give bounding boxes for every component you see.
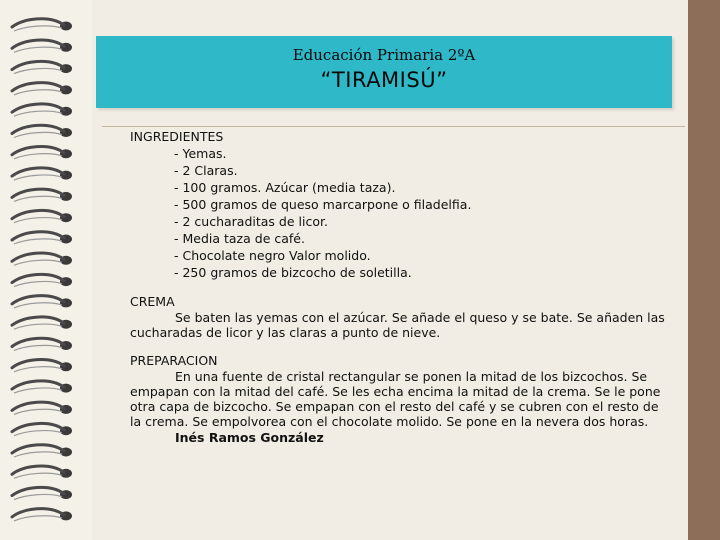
- ring-icon: [12, 338, 72, 350]
- crema-title: CREMA: [130, 294, 175, 309]
- ring-icon: [12, 360, 72, 372]
- list-item: - Chocolate negro Valor molido.: [174, 248, 371, 263]
- crema-text: Se baten las yemas con el azúcar. Se añade el queso y se bate. Se añaden las cucharadas de licor y las claras a punto de nieve.: [130, 310, 665, 340]
- list-item: - 2 cucharaditas de licor.: [174, 214, 328, 229]
- spiral-binding: [0, 0, 92, 540]
- page-title: “TIRAMISÚ”: [320, 68, 448, 92]
- divider: [102, 126, 685, 127]
- header-subtitle: Educación Primaria 2ºA: [292, 46, 476, 64]
- ring-icon: [12, 296, 72, 308]
- ring-icon: [12, 253, 72, 265]
- ring-icon: [12, 487, 72, 499]
- list-item: - 100 gramos. Azúcar (media taza).: [174, 180, 396, 195]
- ring-icon: [12, 210, 72, 222]
- ring-icon: [12, 381, 72, 393]
- ring-icon: [12, 104, 72, 116]
- ring-icon: [12, 509, 72, 521]
- header-banner: [96, 36, 672, 108]
- ring-icon: [12, 83, 72, 95]
- ring-icon: [12, 445, 72, 457]
- ring-icon: [12, 19, 72, 31]
- ingredients-title: INGREDIENTES: [130, 129, 224, 144]
- ring-icon: [12, 189, 72, 201]
- ring-icon: [12, 466, 72, 478]
- preparacion-title: PREPARACION: [130, 353, 218, 368]
- ring-icon: [12, 317, 72, 329]
- recipe-body: [130, 128, 670, 446]
- author-name: Inés Ramos González: [175, 430, 324, 445]
- ring-icon: [12, 274, 72, 286]
- ring-icon: [12, 423, 72, 435]
- list-item: - 2 Claras.: [174, 163, 238, 178]
- ingredients-list: [130, 145, 670, 281]
- ring-icon: [12, 40, 72, 52]
- ring-icon: [12, 147, 72, 159]
- ring-icon: [12, 61, 72, 73]
- preparacion-text: En una fuente de cristal rectangular se ponen la mitad de los bizcochos. Se empapan con la mitad del café. Se les echa encima la mitad de la crema. Se le pone otra capa de bizcocho. Se empapan con el resto del café y se cubren con el resto de la crema. Se empolvorea con el chocolate molido. Se pone en la nevera dos horas.: [130, 369, 661, 429]
- list-item: - 250 gramos de bizcocho de soletilla.: [174, 265, 412, 280]
- spiral-rings-icon: [0, 0, 92, 540]
- ring-icon: [12, 125, 72, 137]
- list-item: - 500 gramos de queso marcarpone o filadelfia.: [174, 197, 472, 212]
- list-item: - Media taza de café.: [174, 231, 305, 246]
- list-item: - Yemas.: [174, 146, 227, 161]
- ring-icon: [12, 168, 72, 180]
- ring-icon: [12, 232, 72, 244]
- ring-icon: [12, 402, 72, 414]
